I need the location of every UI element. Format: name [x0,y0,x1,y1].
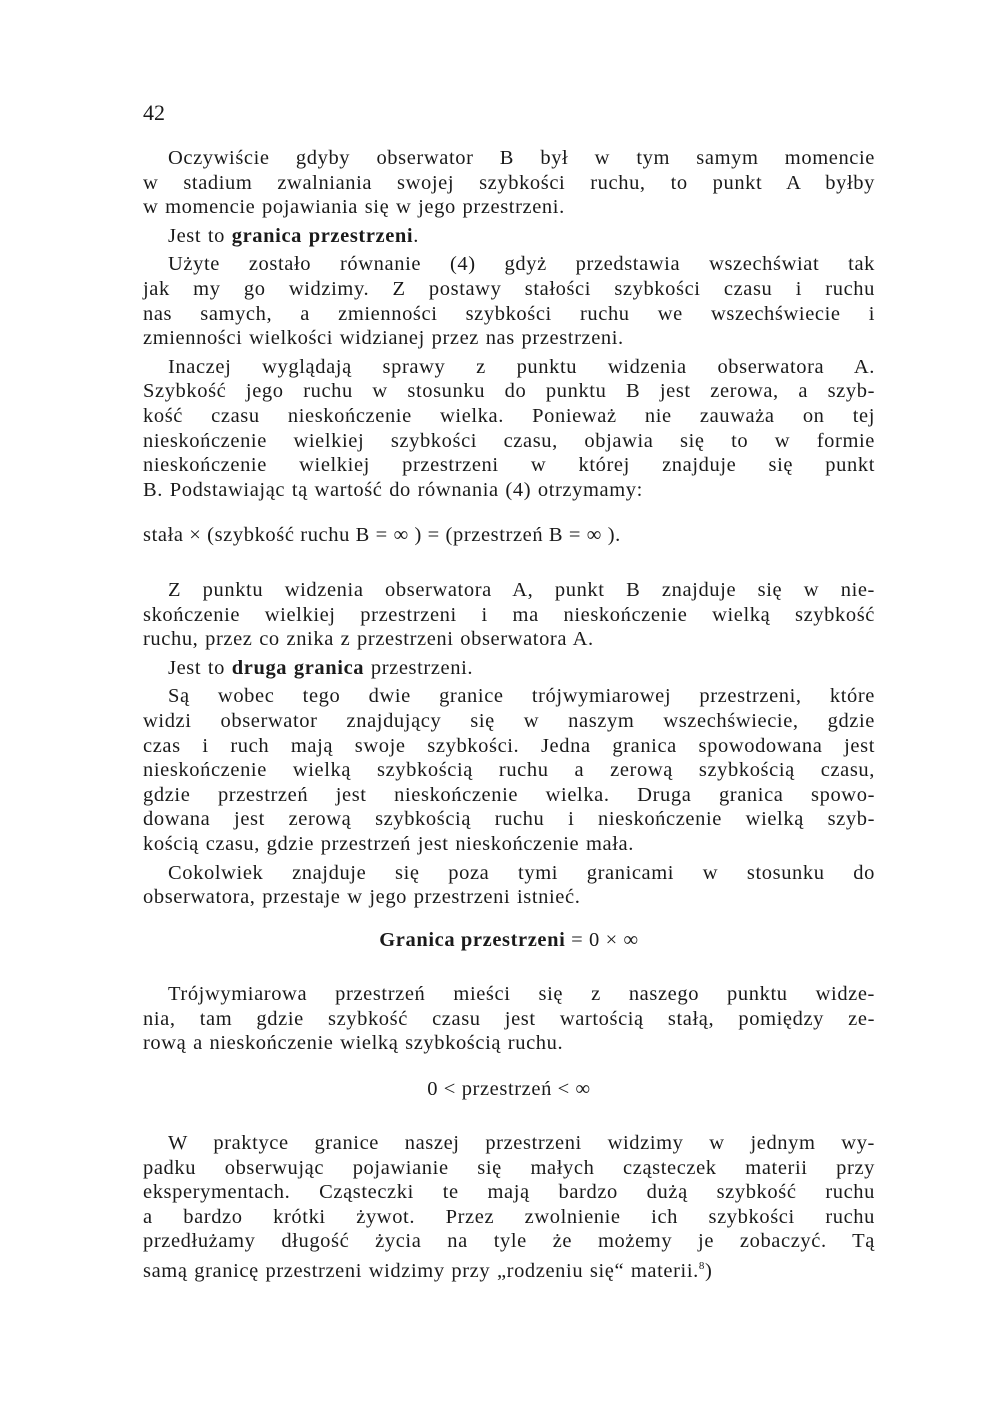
line: w stadium zwalniania swojej szybkości ruchu, to punkt A byłby [143,171,875,194]
formula-infinite-space: stała × (szybkość ruchu B = ∞ ) = (przestrzeń B = ∞ ). [143,524,621,546]
text: samą granicę przestrzeni widzimy przy „rodzeniu się“ materii. [143,1259,699,1282]
line: obserwatora, przestaje w jego przestrzeni istnieć. [143,886,581,909]
line: Z punktu widzenia obserwatora A, punkt B znajduje się w nie- [168,579,875,601]
formula-expression: = 0 × ∞ [565,929,639,951]
paragraph [143,252,875,350]
line: Użyte zostało równanie (4) gdyż przedstawia wszechświat tak [168,253,875,276]
text: Jest to [168,224,232,247]
line: nieskończenie wielkiej szybkości czasu, objawia się to w formie [143,429,875,452]
paragraph [143,1131,875,1283]
text: . [413,224,419,247]
line: Cokolwiek znajduje się poza tymi granicami w stosunku do [168,861,875,884]
formula-label: Granica przestrzeni [379,929,566,951]
line: skończenie wielkiej przestrzeni i ma nieskończenie wielką szybkość [143,603,875,626]
formula-space-range: 0 < przestrzeń < ∞ [427,1078,591,1100]
text: przestrzeni. [364,656,474,679]
line: eksperymentach. Cząsteczki te mają bardzo dużą szybkość ruchu [143,1181,875,1204]
line: nas samych, a zmienności szybkości ruchu we wszechświecie i [143,302,875,325]
bold-term: granica przestrzeni [231,224,414,247]
line: nieskończenie wielkiej przestrzeni w której znajduje się punkt [143,454,875,477]
paragraph [143,355,875,503]
line: w momencie pojawiania się w jego przestrzeni. [143,196,565,219]
line: zmienności wielkości widzianej przez nas przestrzeni. [143,327,624,350]
line: przedłużamy długość życia na tyle że możemy je zobaczyć. Tą [143,1230,875,1253]
line: dowana jest zerową szybkością ruchu i nieskończenie wielką szyb- [143,808,875,831]
line: padku obserwując pojawianie się małych cząsteczek materii przy [143,1156,875,1179]
text-block-top [143,146,875,502]
line [143,1254,875,1283]
line: kość czasu nieskończenie wielka. Ponieważ nie zauważa on tej [143,404,875,427]
text-block-middle [143,578,875,910]
line: kością czasu, gdzie przestrzeń jest nieskończenie mała. [143,832,634,855]
footnote-reference[interactable]: 8 [698,1259,705,1272]
line: B. Podstawiając tą wartość do równania (4) otrzymamy: [143,478,643,501]
line: W praktyce granice naszej przestrzeni widzimy w jednym wy- [168,1132,875,1154]
paragraph-second-boundary [143,656,875,681]
line: jak my go widzimy. Z postawy stałości szybkości czasu i ruchu [143,277,875,300]
line: Trójwymiarowa przestrzeń mieści się z naszego punktu widze- [168,983,875,1005]
line: czas i ruch mają swoje szybkości. Jedna granica spowodowana jest [143,734,875,757]
paragraph [143,861,875,910]
text: ) [704,1259,713,1282]
paragraph [143,982,875,1056]
line: Inaczej wyglądają sprawy z punktu widzenia obserwatora A. [168,355,875,378]
line: ruchu, przez co znika z przestrzeni obserwatora A. [143,628,594,651]
line: gdzie przestrzeń jest nieskończenie wielka. Druga granica spowo- [143,783,875,806]
text-block-bottom [143,1131,875,1283]
paragraph [143,684,875,856]
line: rową a nieskończenie wielką szybkością ruchu. [143,1032,564,1055]
line: Oczywiście gdyby obserwator B był w tym samym momencie [168,147,875,169]
line: Szybkość jego ruchu w stosunku do punktu B jest zerowa, a szyb- [143,380,875,403]
formula-space-boundary [143,929,875,952]
line: nieskończenie wielką szybkością ruchu a zerową szybkością czasu, [143,759,875,782]
line: nia, tam gdzie szybkość czasu jest wartością stałą, pomiędzy ze- [143,1007,875,1030]
line: widzi obserwator znajdujący się w naszym wszechświecie, gdzie [143,709,875,732]
line: a bardzo krótki żywot. Przez zwolnienie ich szybkości ruchu [143,1205,875,1228]
line: Są wobec tego dwie granice trójwymiarowej przestrzeni, które [168,685,875,708]
paragraph-first-boundary [143,224,875,249]
bold-term: druga granica [231,656,365,679]
text: Jest to [168,656,232,679]
page-number: 42 [143,100,165,125]
paragraph [143,578,875,652]
text-block-three-dimensional [143,982,875,1056]
paragraph [143,146,875,220]
